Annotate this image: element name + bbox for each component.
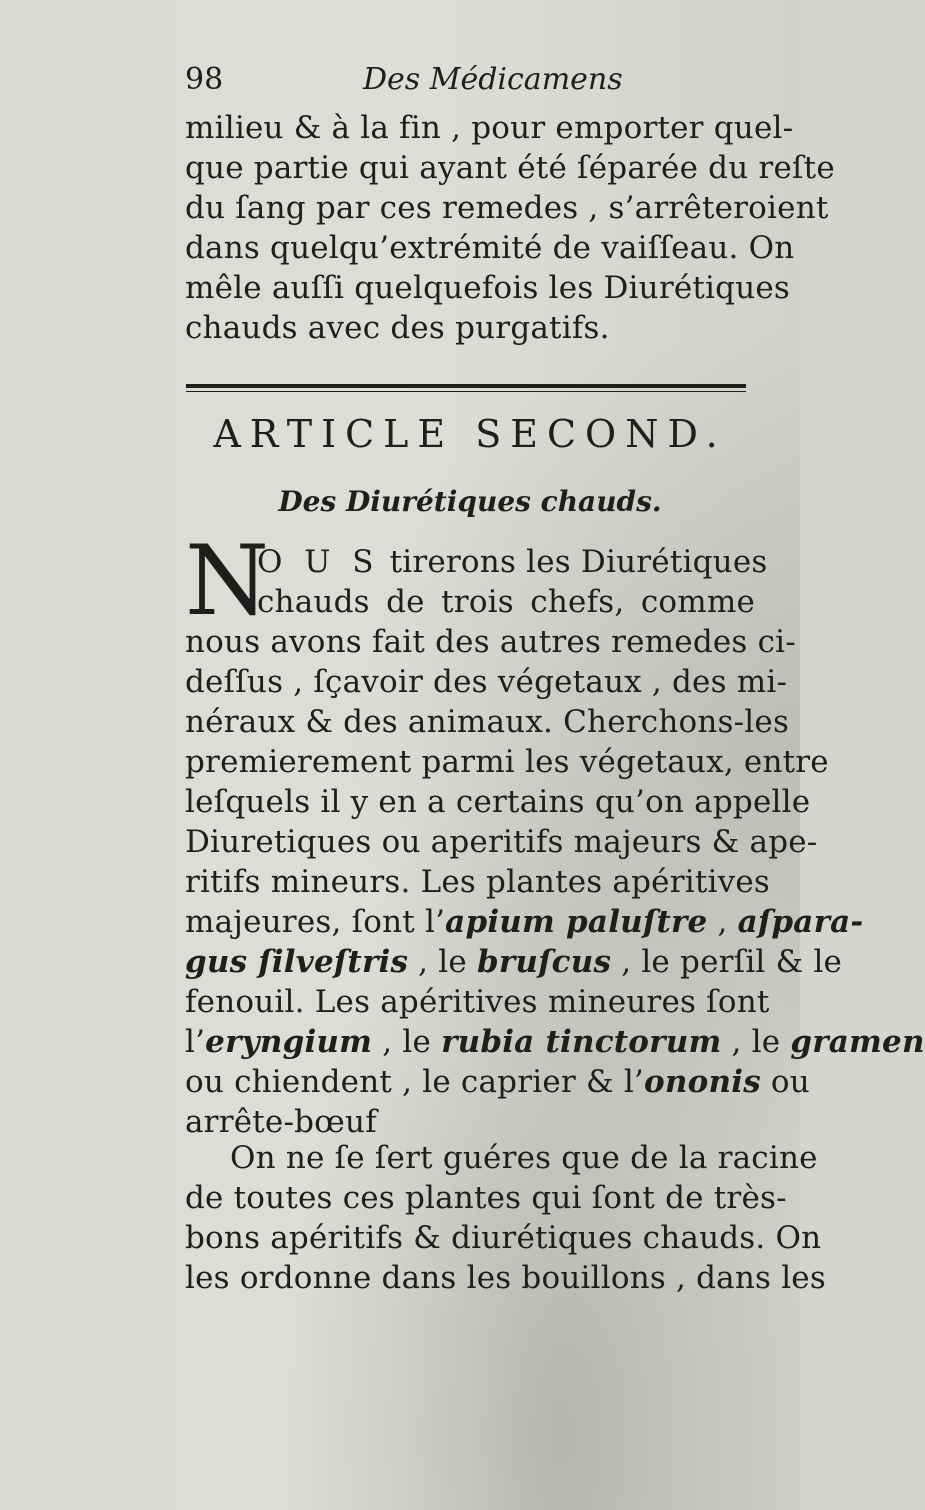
text-line: mêle auſſi quelquefois les Diurétiques bbox=[185, 270, 791, 306]
article-title: ARTICLE SECOND. bbox=[213, 412, 727, 456]
text-span: ou chiendent , le caprier & l’ bbox=[185, 1064, 644, 1100]
text-span: , le bbox=[408, 944, 477, 980]
text-span: , bbox=[707, 904, 738, 940]
text-line: les ordonne dans les bouillons , dans les bbox=[185, 1260, 826, 1296]
running-head: Des Médicamens bbox=[363, 62, 623, 97]
top-paragraph bbox=[185, 108, 835, 348]
text-span: majeures, ſont l’ bbox=[185, 904, 446, 940]
text-line: premierement parmi les végetaux, entre bbox=[185, 744, 829, 780]
text-line: néraux & des animaux. Cherchons-les bbox=[185, 704, 790, 740]
italic-term: eryngium bbox=[205, 1024, 373, 1060]
text-line bbox=[185, 1062, 810, 1102]
text-line bbox=[185, 1022, 925, 1062]
text-span: ou bbox=[760, 1064, 810, 1100]
page-number: 98 bbox=[185, 62, 224, 97]
text-line: que partie qui ayant été ſéparée du reſte bbox=[185, 150, 835, 186]
italic-term: aſpara- bbox=[737, 904, 864, 940]
text-span: , le bbox=[721, 1024, 791, 1060]
text-line: milieu & à la fin , pour emporter quel- bbox=[185, 110, 794, 146]
first-word: O U S bbox=[257, 544, 380, 580]
text-line: chauds de trois chefs, comme bbox=[257, 584, 755, 620]
text-line bbox=[185, 902, 864, 942]
italic-term: rubia tinctorum bbox=[441, 1024, 722, 1060]
text-span: , le perſil & le bbox=[611, 944, 843, 980]
text-line bbox=[185, 542, 768, 582]
body-paragraph bbox=[185, 542, 925, 1142]
italic-term: gus ſilveſtris bbox=[185, 944, 409, 980]
italic-term: bruſcus bbox=[477, 944, 612, 980]
page-header bbox=[185, 62, 745, 102]
text-line: du ſang par ces remedes , s’arrêteroient bbox=[185, 190, 829, 226]
text-span: tirerons les Diurétiques bbox=[389, 544, 768, 580]
section-title: Des Diurétiques chauds. bbox=[278, 485, 662, 518]
text-line: bons apéritifs & diurétiques chauds. On bbox=[185, 1220, 822, 1256]
text-line: ritifs mineurs. Les plantes apéritives bbox=[185, 864, 770, 900]
italic-term: apium paluſtre bbox=[445, 904, 708, 940]
text-line: de toutes ces plantes qui ſont de très- bbox=[185, 1180, 787, 1216]
section-divider bbox=[186, 384, 746, 388]
text-line: dans quelqu’extrémité de vaiſſeau. On bbox=[185, 230, 795, 266]
text-line: deſſus , ſçavoir des végetaux , des mi- bbox=[185, 664, 788, 700]
italic-term: gramen bbox=[790, 1024, 925, 1060]
drop-cap: N bbox=[185, 525, 269, 637]
second-paragraph bbox=[185, 1138, 826, 1298]
text-line: Diuretiques ou aperitifs majeurs & ape- bbox=[185, 824, 818, 860]
text-line bbox=[185, 942, 843, 982]
text-line: nous avons fait des autres remedes ci- bbox=[185, 624, 796, 660]
text-line: arrête-bœuf bbox=[185, 1104, 377, 1140]
text-line: leſquels il y en a certains qu’on appelle bbox=[185, 784, 811, 820]
text-line: fenouil. Les apéritives mineures ſont bbox=[185, 984, 770, 1020]
italic-term: ononis bbox=[643, 1064, 761, 1100]
text-line: chauds avec des purgatifs. bbox=[185, 310, 610, 346]
text-line: On ne ſe ſert guéres que de la racine bbox=[230, 1140, 818, 1176]
text-span: l’ bbox=[185, 1024, 206, 1060]
text-span: , le bbox=[372, 1024, 442, 1060]
